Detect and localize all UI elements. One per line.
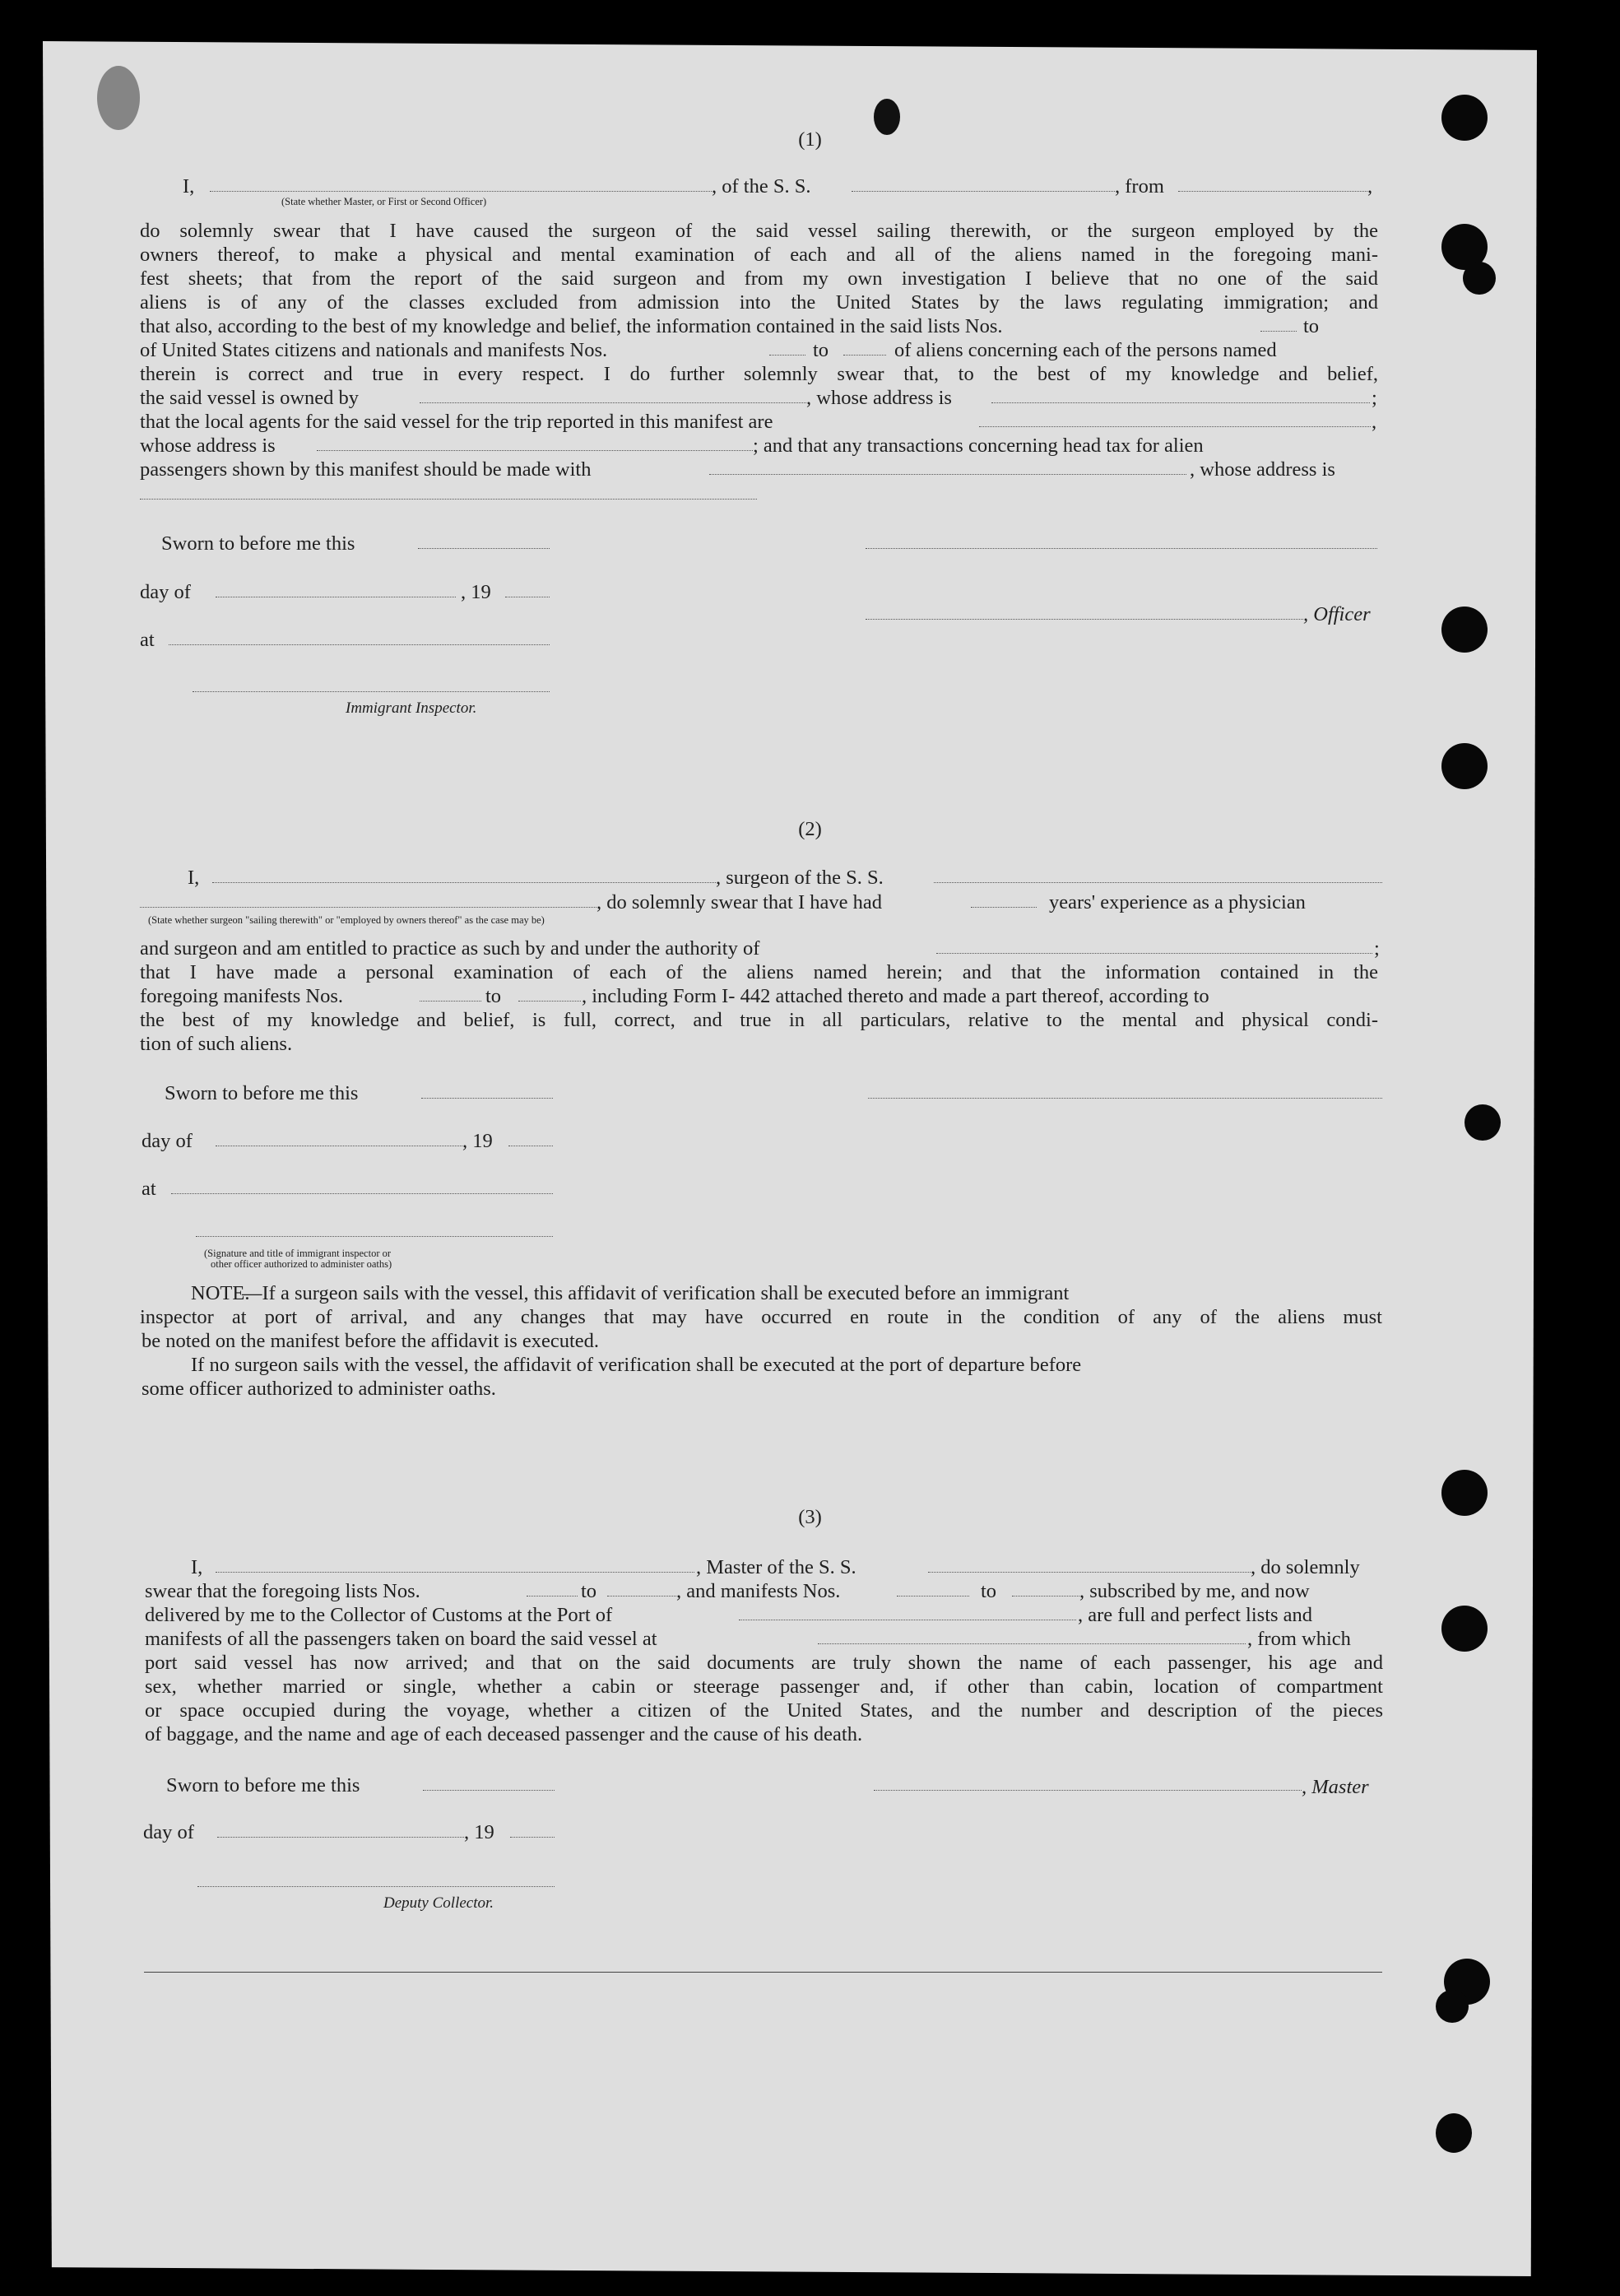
s1-l7: therein is correct and true in every respect. I do further solemnly swear that, to the best of my knowledge and belief, (140, 363, 1378, 385)
punch-hole (1441, 1606, 1488, 1652)
s1-l10b: ; and that any transactions concerning head tax for alien (753, 435, 1204, 457)
s1-body-1: do solemnly swear that I have caused the surgeon of the said vessel sailing therewith, or the surgeon employed by the (140, 220, 1378, 242)
s3-l3b: , are full and perfect lists and (1078, 1604, 1313, 1626)
s1-sworn-date-field[interactable] (418, 548, 550, 549)
s3-sworn-date-field[interactable] (423, 1790, 555, 1791)
s1-day-of: day of (140, 581, 191, 603)
s1-signature-field[interactable] (866, 548, 1377, 549)
s1-l9b: , (1372, 411, 1377, 433)
s3-l4b: , from which (1247, 1628, 1351, 1650)
s2-19: , 19 (462, 1130, 493, 1152)
s1-19: , 19 (461, 581, 491, 603)
s3-vessel-field[interactable] (928, 1572, 1251, 1573)
s3-year-field[interactable] (510, 1837, 555, 1838)
s2-l2a: , do solemnly swear that I have had (596, 891, 882, 913)
s1-officer-field[interactable] (210, 191, 712, 192)
s1-comma: , (1367, 175, 1373, 198)
s2-surgeon-name-field[interactable] (212, 882, 716, 883)
s3-manifests-from-field[interactable] (897, 1596, 969, 1597)
s2-sworn-date-field[interactable] (421, 1098, 553, 1099)
s3-lists-to-field[interactable] (607, 1596, 676, 1597)
s3-l2c: , and manifests Nos. (676, 1580, 841, 1602)
s3-l1c: , do solemnly (1251, 1556, 1360, 1578)
s1-headtax-address-field[interactable] (140, 499, 757, 500)
s3-l3a: delivered by me to the Collector of Customs at the Port of (145, 1604, 613, 1626)
s1-body-3: fest sheets; that from the report of the said surgeon and from my own investigation I believe that no one of the said (140, 267, 1378, 290)
s1-l10a: whose address is (140, 435, 276, 457)
s1-l6a: of United States citizens and nationals and manifests Nos. (140, 339, 608, 361)
s1-l6c: of aliens concerning each of the persons named (894, 339, 1277, 361)
s2-years-field[interactable] (971, 907, 1037, 908)
s3-l2e: , subscribed by me, and now (1079, 1580, 1310, 1602)
s1-headtax-field[interactable] (709, 474, 1186, 475)
s1-body-4: aliens is of any of the classes excluded from admission into the United States by the laws regulating immigration; and (140, 291, 1378, 314)
s2-l5b: to (485, 985, 502, 1007)
s1-inspector-sig-field[interactable] (193, 691, 550, 692)
s2-l3b: ; (1374, 937, 1380, 960)
s2-l7: tion of such aliens. (140, 1033, 293, 1055)
s2-note-5: some officer authorized to administer oaths. (142, 1378, 496, 1400)
s1-lists-from-field[interactable] (1260, 331, 1297, 332)
s2-l3a: and surgeon and am entitled to practice as such by and under the authority of (140, 937, 760, 960)
s3-l2a: swear that the foregoing lists Nos. (145, 1580, 420, 1602)
s1-sworn: Sworn to before me this (161, 532, 355, 555)
s1-l8c: ; (1372, 387, 1377, 409)
s1-manifests-to-field[interactable] (843, 355, 886, 356)
s1-l6b: to (813, 339, 829, 361)
s1-l5b: to (1303, 315, 1320, 337)
s2-l4: that I have made a personal examination of each of the aliens named herein; and that the information contained in the (140, 961, 1378, 983)
s2-l6: the best of my knowledge and belief, is full, correct, and true in all particulars, relative to the mental and physical condi- (140, 1009, 1378, 1031)
s2-surgeon-type-field[interactable] (140, 907, 596, 908)
s3-l4a: manifests of all the passengers taken on board the said vessel at (145, 1628, 657, 1650)
s1-l8a: the said vessel is owned by (140, 387, 360, 409)
s1-owner-field[interactable] (420, 402, 806, 403)
s2-manifests-from-field[interactable] (420, 1001, 481, 1002)
s3-sworn: Sworn to before me this (166, 1774, 360, 1796)
s3-l2d: to (981, 1580, 997, 1602)
punch-hole (1463, 262, 1496, 295)
punch-hole (1441, 743, 1488, 789)
s1-vessel-field[interactable] (852, 191, 1115, 192)
s3-body-2: sex, whether married or single, whether a cabin or steerage passenger and, if other than cabin, location of compartment (145, 1676, 1383, 1698)
s1-owner-address-field[interactable] (991, 402, 1370, 403)
s3-month-field[interactable] (217, 1837, 464, 1838)
s2-authority-field[interactable] (936, 953, 1372, 954)
s1-l5a: that also, according to the best of my knowledge and belief, the information contained in the said lists Nos. (140, 315, 1003, 337)
s2-day-of: day of (142, 1130, 193, 1152)
s1-agents-address-field[interactable] (317, 450, 753, 451)
s3-19: , 19 (464, 1821, 494, 1843)
s2-at: at (142, 1178, 156, 1200)
s3-collector-sig-field[interactable] (197, 1886, 555, 1887)
s1-officer-note: (State whether Master, or First or Second Officer) (281, 196, 487, 207)
s1-l8b: , whose address is (806, 387, 952, 409)
s2-i: I, (188, 867, 200, 889)
s2-note-2: inspector at port of arrival, and any changes that may have occurred en route in the condition of any of the aliens must (140, 1306, 1382, 1328)
s3-day-of: day of (143, 1821, 194, 1843)
s2-signature-field[interactable] (868, 1098, 1382, 1099)
s3-collector-label: Deputy Collector. (383, 1894, 494, 1912)
s2-note-label: NOTE. (191, 1282, 250, 1304)
section-2-number: (2) (798, 818, 822, 840)
ink-blot (97, 66, 140, 130)
s1-at: at (140, 629, 155, 651)
s1-agents-field[interactable] (979, 426, 1371, 427)
s1-from: , from (1115, 175, 1164, 198)
s1-officer-label: , Officer (1303, 603, 1371, 625)
s1-place-field[interactable] (169, 644, 550, 645)
s2-l2b: years' experience as a physician (1049, 891, 1306, 913)
s2-sig-note-1: (Signature and title of immigrant inspector or (204, 1248, 392, 1259)
s1-i: I, (183, 175, 195, 198)
bottom-rule (144, 1972, 1382, 1973)
s2-l5a: foregoing manifests Nos. (140, 985, 343, 1007)
s1-inspector-label: Immigrant Inspector. (346, 699, 477, 717)
s3-manifests-to-field[interactable] (1012, 1596, 1079, 1597)
section-3-number: (3) (798, 1506, 822, 1528)
s1-officer-sig-field[interactable] (866, 619, 1303, 620)
s1-l9a: that the local agents for the said vessel for the trip reported in this manifest are (140, 411, 773, 433)
s3-body-1: port said vessel has now arrived; and that on the said documents are truly shown the name of each passenger, his age and (145, 1652, 1383, 1674)
s3-l2b: to (581, 1580, 597, 1602)
punch-hole (1436, 1990, 1469, 2023)
s2-note-1: —If a surgeon sails with the vessel, this affidavit of verification shall be executed before an immigrant (242, 1282, 1070, 1304)
s1-body-2: owners thereof, to make a physical and mental examination of each and all of the aliens named in the foregoing mani- (140, 244, 1378, 266)
s2-note-3: be noted on the manifest before the affidavit is executed. (142, 1330, 600, 1352)
punch-hole (1464, 1104, 1501, 1141)
s2-vessel-field[interactable] (934, 882, 1382, 883)
s3-lists-from-field[interactable] (527, 1596, 578, 1597)
s1-l11a: passengers shown by this manifest should be made with (140, 458, 592, 481)
s3-boarding-port-field[interactable] (818, 1643, 1246, 1644)
s2-type-note: (State whether surgeon "sailing therewith" or "employed by owners thereof" as the case may be) (148, 914, 545, 926)
s2-sworn: Sworn to before me this (165, 1082, 359, 1104)
s2-note-4: If no surgeon sails with the vessel, the affidavit of verification shall be executed at the port of departure before (191, 1354, 1082, 1376)
s1-l11b: , whose address is (1190, 458, 1335, 481)
s2-l5c: , including Form I- 442 attached thereto and made a part thereof, according to (582, 985, 1209, 1007)
s2-inspector-sig-field[interactable] (196, 1236, 553, 1237)
s3-body-3: or space occupied during the voyage, whether a citizen of the United States, and the number and description of the pieces (145, 1699, 1383, 1722)
s3-i: I, (191, 1556, 203, 1578)
punch-hole (1436, 2113, 1472, 2153)
s1-of-ss: , of the S. S. (712, 175, 811, 198)
s2-l1b: , surgeon of the S. S. (716, 867, 884, 889)
s3-master-name-field[interactable] (216, 1572, 694, 1573)
s3-master-sig-field[interactable] (874, 1790, 1302, 1791)
s2-sig-note-2: other officer authorized to administer oaths) (211, 1258, 392, 1270)
s3-master-label: , Master (1302, 1776, 1369, 1798)
punch-hole (1441, 607, 1488, 653)
s2-place-field[interactable] (171, 1193, 553, 1194)
s1-from-field[interactable] (1178, 191, 1367, 192)
s3-body-4: of baggage, and the name and age of each deceased passenger and the cause of his death. (145, 1723, 863, 1745)
section-1-number: (1) (798, 128, 822, 151)
s1-manifests-from-field[interactable] (769, 355, 805, 356)
s2-manifests-to-field[interactable] (518, 1001, 581, 1002)
s3-l1b: , Master of the S. S. (696, 1556, 856, 1578)
